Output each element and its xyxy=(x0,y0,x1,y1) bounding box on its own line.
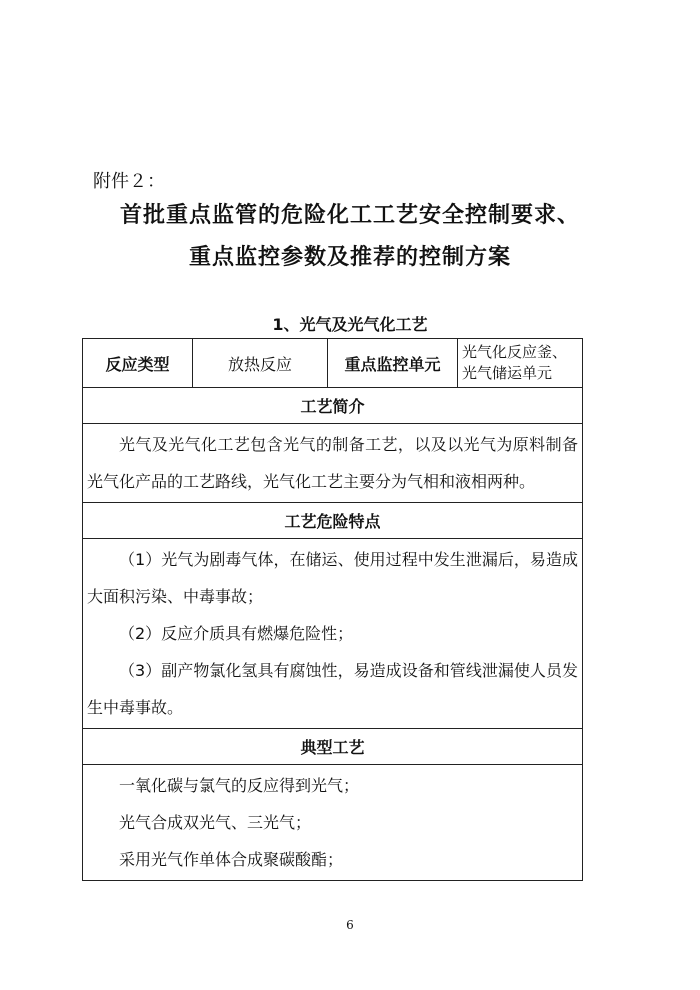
typical-item: 采用光气作单体合成聚碳酸酯； xyxy=(119,850,344,869)
document-title-line1: 首批重点监管的危险化工工艺安全控制要求、 xyxy=(119,203,580,228)
hazard-item: （3）副产物氯化氢具有腐蚀性，易造成设备和管线泄漏使人员发生中毒事故。 xyxy=(87,661,578,717)
monitor-unit-label: 重点监控单元 xyxy=(328,339,458,388)
monitor-unit-value xyxy=(458,339,583,388)
typical-body xyxy=(83,765,583,881)
attachment-label: 附件２： xyxy=(93,171,165,192)
typical-heading: 典型工艺 xyxy=(83,729,583,765)
intro-body-row xyxy=(83,424,583,503)
document-title-line2: 重点监控参数及推荐的控制方案 xyxy=(188,245,511,270)
hazards-heading: 工艺危险特点 xyxy=(83,503,583,539)
hazard-item: （1）光气为剧毒气体，在储运、使用过程中发生泄漏后，易造成大面积污染、中毒事故； xyxy=(87,550,578,606)
intro-heading-row xyxy=(83,388,583,424)
hazard-item: （2）反应介质具有燃爆危险性； xyxy=(119,624,354,643)
header-row xyxy=(83,339,583,388)
typical-item: 一氧化碳与氯气的反应得到光气； xyxy=(119,776,360,795)
monitor-unit-line2: 光气储运单元 xyxy=(462,364,553,382)
section-title: 1、光气及光气化工艺 xyxy=(272,315,428,334)
typical-item: 光气合成双光气、三光气； xyxy=(119,813,312,832)
reaction-type-label: 反应类型 xyxy=(83,339,193,388)
intro-paragraph: 光气及光气化工艺包含光气的制备工艺，以及以光气为原料制备光气化产品的工艺路线，光气化工艺主要分为气相和液相两种。 xyxy=(87,435,578,491)
intro-heading: 工艺简介 xyxy=(83,388,583,424)
process-table xyxy=(82,338,583,881)
intro-body xyxy=(83,424,583,503)
monitor-unit-line1: 光气化反应釜、 xyxy=(462,343,568,361)
page-number: 6 xyxy=(346,918,354,932)
hazards-body-row xyxy=(83,539,583,729)
hazards-heading-row xyxy=(83,503,583,539)
hazards-body xyxy=(83,539,583,729)
reaction-type-value: 放热反应 xyxy=(193,339,328,388)
typical-body-row xyxy=(83,765,583,881)
typical-heading-row xyxy=(83,729,583,765)
